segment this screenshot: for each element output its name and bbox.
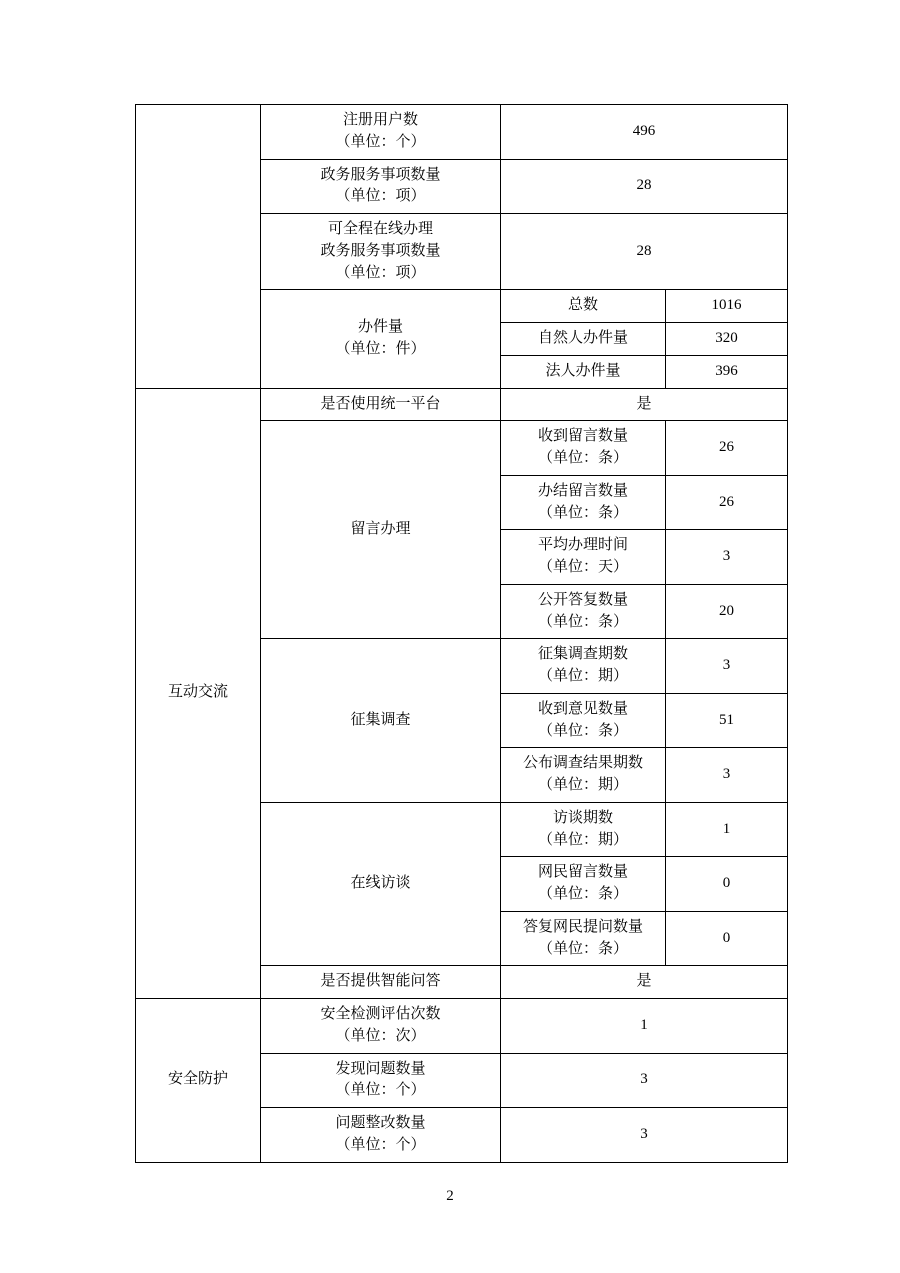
sub-label-line: （单位：期） <box>537 831 628 848</box>
value-interview-periods: 1 <box>666 802 788 857</box>
label-line: （单位：个） <box>335 133 426 150</box>
label-line: （单位：次） <box>335 1027 426 1044</box>
sub-label-line: （单位：期） <box>537 777 628 793</box>
sub-label-interview-messages <box>501 857 666 912</box>
report-table-container <box>135 104 787 1163</box>
sub-label-line: 答复网民提问数量 <box>522 918 643 935</box>
sub-label-interview-periods <box>501 802 666 857</box>
sub-label-line: （单位：天） <box>537 559 628 575</box>
sub-label-interview-replies <box>501 911 666 966</box>
value-security-check-count: 1 <box>501 999 788 1054</box>
value-interview-replies: 0 <box>666 911 788 966</box>
table-row <box>136 999 788 1054</box>
value-message-received: 26 <box>666 421 788 476</box>
sub-label-survey-published <box>501 748 666 803</box>
item-label-online-interview: 在线访谈 <box>261 802 501 966</box>
item-label-message-handling: 留言办理 <box>261 421 501 639</box>
label-line: 安全检测评估次数 <box>320 1006 441 1022</box>
value-online-service-items: 28 <box>501 214 788 290</box>
sub-label-message-public-reply <box>501 584 666 639</box>
value-issues-fixed: 3 <box>501 1108 788 1163</box>
label-line: （单位：项） <box>335 188 426 205</box>
item-label-issues-found <box>261 1053 501 1108</box>
sub-label-message-completed <box>501 475 666 530</box>
sub-label-line: 访谈期数 <box>552 809 613 826</box>
value-registered-users: 496 <box>501 105 788 160</box>
section-label-security: 安全防护 <box>136 999 261 1163</box>
item-label-survey: 征集调查 <box>261 639 501 803</box>
label-line: 可全程在线办理 <box>327 221 433 237</box>
value-survey-opinions: 51 <box>666 693 788 748</box>
sub-label-line: （单位：条） <box>537 450 628 466</box>
label-line: 政务服务事项数量 <box>320 166 441 183</box>
sub-label-line: （单位：条） <box>537 613 628 630</box>
label-line: 政务服务事项数量 <box>320 242 441 259</box>
sub-label-handled-legal-person: 法人办件量 <box>501 355 666 388</box>
item-label-unified-platform: 是否使用统一平台 <box>261 388 501 421</box>
sub-label-line: 收到意见数量 <box>537 700 628 717</box>
sub-label-line: 网民留言数量 <box>537 864 628 881</box>
sub-label-line: （单位：条） <box>537 722 628 739</box>
section-label-interaction: 互动交流 <box>136 388 261 999</box>
table-body <box>136 105 788 1163</box>
value-handled-natural-person: 320 <box>666 323 788 356</box>
item-label-online-service-items <box>261 214 501 290</box>
value-message-avg-time: 3 <box>666 530 788 585</box>
sub-label-message-avg-time <box>501 530 666 585</box>
item-label-security-check-count <box>261 999 501 1054</box>
label-line: 注册用户数 <box>342 112 418 128</box>
value-handled-total: 1016 <box>666 290 788 323</box>
government-website-report-table <box>135 104 788 1163</box>
sub-label-handled-natural-person: 自然人办件量 <box>501 323 666 356</box>
item-label-handled-volume <box>261 290 501 388</box>
value-interview-messages: 0 <box>666 857 788 912</box>
sub-label-line: 办结留言数量 <box>537 482 628 499</box>
item-label-gov-service-items <box>261 159 501 214</box>
value-issues-found: 3 <box>501 1053 788 1108</box>
table-row <box>136 388 788 421</box>
item-label-registered-users <box>261 105 501 160</box>
label-line: 办件量 <box>357 319 403 336</box>
sub-label-line: （单位：条） <box>537 886 628 902</box>
sub-label-line: （单位：条） <box>537 504 628 521</box>
label-line: （单位：个） <box>335 1136 426 1153</box>
value-survey-published: 3 <box>666 748 788 803</box>
section-cell-top <box>136 105 261 389</box>
sub-label-handled-total: 总数 <box>501 290 666 323</box>
sub-label-line: （单位：条） <box>537 940 628 957</box>
sub-label-line: 公开答复数量 <box>537 591 628 608</box>
value-message-completed: 26 <box>666 475 788 530</box>
sub-label-line: （单位：期） <box>537 668 628 684</box>
item-label-issues-fixed <box>261 1108 501 1163</box>
sub-label-message-received <box>501 421 666 476</box>
value-smart-qa: 是 <box>501 966 788 999</box>
label-line: （单位：个） <box>335 1082 426 1099</box>
value-unified-platform: 是 <box>501 388 788 421</box>
item-label-smart-qa: 是否提供智能问答 <box>261 966 501 999</box>
value-gov-service-items: 28 <box>501 159 788 214</box>
page-number: 2 <box>446 1188 454 1204</box>
label-line: 发现问题数量 <box>335 1060 426 1077</box>
sub-label-survey-periods <box>501 639 666 694</box>
sub-label-line: 收到留言数量 <box>537 428 628 445</box>
label-line: 问题整改数量 <box>335 1115 426 1131</box>
sub-label-line: 公布调查结果期数 <box>522 755 643 772</box>
table-row <box>136 105 788 160</box>
value-handled-legal-person: 396 <box>666 355 788 388</box>
sub-label-line: 平均办理时间 <box>537 537 628 554</box>
sub-label-survey-opinions <box>501 693 666 748</box>
value-survey-periods: 3 <box>666 639 788 694</box>
value-message-public-reply: 20 <box>666 584 788 639</box>
label-line: （单位：件） <box>335 340 426 357</box>
label-line: （单位：项） <box>335 264 426 281</box>
sub-label-line: 征集调查期数 <box>537 646 628 663</box>
